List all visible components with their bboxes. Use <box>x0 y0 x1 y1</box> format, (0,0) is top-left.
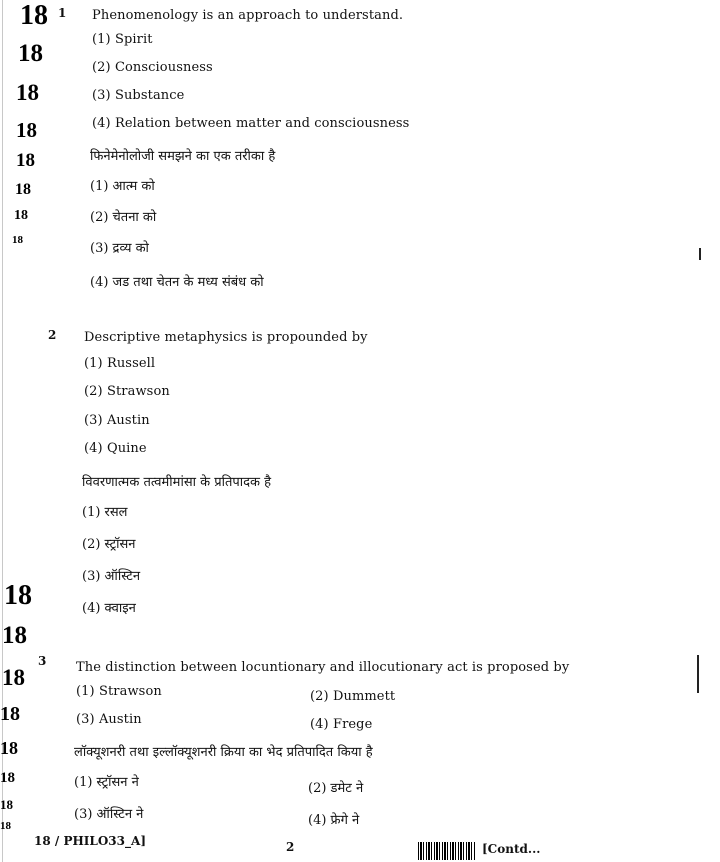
margin-mark: 18 <box>2 622 27 649</box>
margin-mark: 18 <box>0 770 15 786</box>
continued-label: [Contd... <box>482 842 541 856</box>
option-hi: (1) रसल <box>82 505 128 520</box>
margin-mark: 18 <box>4 580 32 611</box>
option-en: (3) Substance <box>92 88 185 103</box>
option-en: (3) Austin <box>84 413 150 428</box>
question-text-hi: विवरणात्मक तत्वमीमांसा के प्रतिपादक है <box>82 475 272 490</box>
option-en: (2) Strawson <box>84 384 170 399</box>
margin-mark: 18 <box>20 0 48 31</box>
option-en: (1) Russell <box>84 356 156 371</box>
option-hi: (3) ऑस्टिन <box>82 569 141 584</box>
margin-mark: 18 <box>2 665 25 690</box>
scan-mark <box>697 655 699 693</box>
scan-mark <box>699 248 701 260</box>
option-hi: (4) फ्रेगे ने <box>308 813 360 828</box>
margin-mark: 18 <box>0 738 18 758</box>
option-hi: (2) चेतना को <box>90 210 157 225</box>
paper-code: 18 / PHILO33_A] <box>34 834 146 848</box>
option-en: (2) Dummett <box>310 689 396 704</box>
question-number: 2 <box>48 328 57 342</box>
question-text-en: Phenomenology is an approach to understand. <box>92 8 404 23</box>
margin-mark: 18 <box>15 181 31 198</box>
option-en: (4) Relation between matter and consciousness <box>92 116 410 131</box>
option-hi: (4) जड तथा चेतन के मध्य संबंध को <box>90 275 264 290</box>
scan-edge-line <box>2 0 3 862</box>
margin-mark: 18 <box>18 40 43 67</box>
option-hi: (3) द्रव्य को <box>90 241 149 256</box>
margin-mark: 18 <box>0 797 13 812</box>
margin-mark: 18 <box>0 703 20 725</box>
option-en: (1) Spirit <box>92 32 153 47</box>
margin-mark: 18 <box>0 820 11 832</box>
option-hi: (4) क्वाइन <box>82 601 136 616</box>
margin-mark: 18 <box>12 234 23 246</box>
barcode <box>418 842 476 860</box>
margin-mark: 18 <box>16 150 35 171</box>
option-hi: (1) आत्म को <box>90 179 155 194</box>
option-en: (4) Frege <box>310 717 373 732</box>
question-number: 1 <box>58 6 67 20</box>
option-hi: (1) स्ट्रॉसन ने <box>74 775 139 790</box>
margin-mark: 18 <box>16 118 37 142</box>
margin-mark: 18 <box>16 80 39 105</box>
option-hi: (2) स्ट्रॉसन <box>82 537 136 552</box>
question-text-hi: फिनेमेनोलोजी समझने का एक तरीका है <box>90 149 276 164</box>
option-hi: (2) डमेट ने <box>308 781 364 796</box>
page-number: 2 <box>286 840 295 854</box>
option-en: (4) Quine <box>84 441 147 456</box>
question-text-en: Descriptive metaphysics is propounded by <box>84 330 368 345</box>
question-text-en: The distinction between locuntionary and illocutionary act is proposed by <box>76 660 570 675</box>
question-number: 3 <box>38 654 47 668</box>
option-hi: (3) ऑस्टिन ने <box>74 807 144 822</box>
question-text-hi: लॉक्यूशनरी तथा इल्लॉक्यूशनरी क्रिया का भेद प्रतिपादित किया है <box>74 745 373 760</box>
margin-mark: 18 <box>14 208 28 223</box>
option-en: (1) Strawson <box>76 684 162 699</box>
option-en: (2) Consciousness <box>92 60 213 75</box>
option-en: (3) Austin <box>76 712 142 727</box>
